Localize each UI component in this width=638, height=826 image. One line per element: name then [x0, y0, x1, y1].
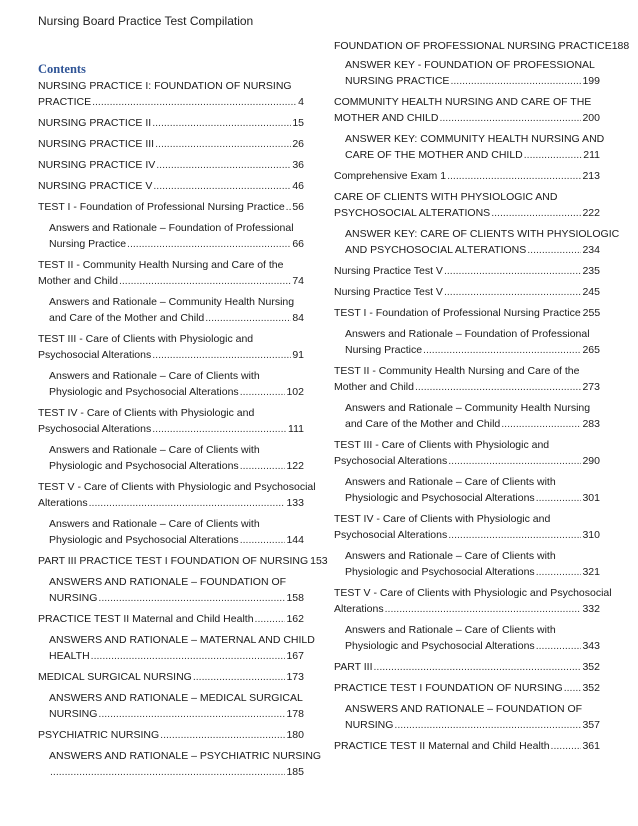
- dot-leader: [127, 236, 291, 252]
- toc-entry[interactable]: [38, 199, 304, 215]
- toc-entry-line: [345, 326, 600, 342]
- dot-leader: [444, 263, 582, 279]
- dot-leader: [448, 527, 581, 543]
- toc-entry-line: [38, 479, 316, 495]
- toc-entry-text: Alterations: [334, 603, 384, 615]
- toc-entry-text: Answers and Rationale – Community Health Nursing: [345, 402, 591, 414]
- dot-leader: [536, 638, 582, 654]
- toc-entry[interactable]: [334, 94, 600, 126]
- toc-entry[interactable]: [38, 574, 304, 606]
- toc-entry[interactable]: [334, 701, 600, 733]
- dot-leader: [423, 342, 581, 358]
- toc-entry-line: [345, 701, 600, 717]
- toc-entry[interactable]: [334, 189, 600, 221]
- toc-entry-line: [38, 669, 304, 685]
- toc-entry-text: PART III: [334, 661, 373, 673]
- toc-entry[interactable]: [38, 553, 328, 569]
- dot-leader: [524, 147, 583, 163]
- dot-leader: [527, 242, 581, 258]
- dot-leader: [91, 648, 286, 664]
- toc-page-number: 15: [292, 117, 304, 129]
- toc-entry-text: Answers and Rationale – Care of Clients with: [345, 476, 556, 488]
- toc-page-number: 162: [286, 613, 304, 625]
- toc-entry-text: ANSWERS AND RATIONALE – MEDICAL SURGICAL: [49, 692, 303, 704]
- toc-entry-line: [49, 516, 304, 532]
- toc-list-right: [334, 38, 630, 754]
- dot-leader: [193, 669, 286, 685]
- toc-page-number: 133: [286, 497, 304, 509]
- toc-entry-text: Nursing Practice: [49, 238, 127, 250]
- toc-entry-line: [334, 585, 612, 601]
- toc-entry[interactable]: [38, 136, 304, 152]
- toc-entry-line: [38, 347, 304, 363]
- dot-leader: [447, 168, 581, 184]
- dot-leader: [160, 727, 285, 743]
- dot-leader: [286, 199, 292, 215]
- toc-entry[interactable]: [38, 611, 304, 627]
- toc-entry-line: [38, 331, 304, 347]
- dot-leader: [394, 717, 581, 733]
- toc-entry-text: Answers and Rationale – Care of Clients with: [49, 518, 260, 530]
- toc-page-number: 255: [582, 307, 601, 319]
- toc-entry-text: PRACTICE TEST I FOUNDATION OF NURSING: [334, 682, 563, 694]
- toc-entry-text: MOTHER AND CHILD: [334, 112, 439, 124]
- toc-entry-text: Psychosocial Alterations: [334, 529, 448, 541]
- toc-entry-line: [38, 553, 328, 569]
- toc-entry[interactable]: [38, 257, 304, 289]
- toc-entry-text: COMMUNITY HEALTH NURSING AND CARE OF THE: [334, 96, 592, 108]
- toc-entry-line: [49, 532, 304, 548]
- toc-page-number: 352: [582, 682, 600, 694]
- toc-page-number: 357: [582, 719, 600, 731]
- toc-entry-text: Answers and Rationale – Care of Clients with: [49, 370, 260, 382]
- toc-page-number: 265: [582, 344, 600, 356]
- toc-page-number: 91: [292, 349, 304, 361]
- toc-entry-text: Answers and Rationale – Foundation of Professional: [49, 222, 294, 234]
- toc-entry-line: [49, 632, 315, 648]
- toc-entry[interactable]: [334, 38, 630, 54]
- toc-page-number: 144: [286, 534, 304, 546]
- toc-page-number: 283: [582, 418, 600, 430]
- dot-leader: [240, 458, 286, 474]
- toc-entry-text: TEST IV - Care of Clients with Physiologic and: [334, 513, 551, 525]
- dot-leader: [501, 416, 581, 432]
- toc-entry-line: [49, 236, 304, 252]
- toc-entry-text: and Care of the Mother and Child: [345, 418, 501, 430]
- toc-entry-line: [334, 189, 600, 205]
- toc-entry-line: [345, 622, 600, 638]
- toc-entry-line: [334, 680, 600, 696]
- toc-page-number: 178: [286, 708, 304, 720]
- toc-entry-text: NURSING: [345, 719, 394, 731]
- toc-entry-text: TEST V - Care of Clients with Physiologic and Psychosocial: [38, 481, 316, 493]
- toc-entry-line: [345, 474, 600, 490]
- toc-entry[interactable]: [38, 479, 316, 511]
- toc-entry[interactable]: [334, 738, 600, 754]
- toc-title: Contents: [38, 62, 86, 76]
- toc-page-number: 56: [292, 201, 304, 213]
- toc-entry-line: [334, 659, 600, 675]
- dot-leader: [240, 384, 286, 400]
- toc-page-number: 200: [582, 112, 600, 124]
- toc-page-number: 167: [286, 650, 304, 662]
- toc-page-number: 234: [582, 244, 600, 256]
- toc-entry-line: [345, 147, 600, 163]
- dot-leader: [205, 310, 291, 326]
- toc-entry-line: [345, 400, 600, 416]
- toc-entry-line: [49, 574, 304, 590]
- toc-page-number: 111: [288, 423, 304, 435]
- toc-entry-line: [334, 38, 630, 54]
- toc-entry-line: [38, 178, 304, 194]
- toc-page-number: 66: [292, 238, 304, 250]
- toc-right-column: [334, 38, 630, 759]
- toc-entry-text: Answers and Rationale – Care of Clients with: [345, 550, 556, 562]
- toc-entry-text: PSYCHIATRIC NURSING: [38, 729, 160, 741]
- toc-page-number: 222: [582, 207, 600, 219]
- toc-entry-line: [334, 437, 600, 453]
- toc-entry-text: HEALTH: [49, 650, 90, 662]
- toc-entry-text: Mother and Child: [38, 275, 118, 287]
- toc-entry-text: NURSING PRACTICE I: FOUNDATION OF NURSING: [38, 80, 292, 92]
- toc-page-number: 343: [582, 640, 600, 652]
- toc-page-number: 46: [292, 180, 304, 192]
- toc-entry-text: Physiologic and Psychosocial Alterations: [49, 386, 239, 398]
- toc-entry-text: MEDICAL SURGICAL NURSING: [38, 671, 192, 683]
- toc-entry[interactable]: [38, 157, 304, 173]
- toc-entry-line: [345, 57, 600, 73]
- toc-entry[interactable]: [38, 690, 304, 722]
- toc-entry-line: [345, 490, 600, 506]
- toc-entry-line: [49, 648, 304, 664]
- toc-entry-line: [334, 263, 600, 279]
- toc-entry[interactable]: [334, 284, 600, 300]
- toc-entry-text: ANSWERS AND RATIONALE – PSYCHIATRIC NURSING: [49, 750, 322, 762]
- toc-entry[interactable]: [334, 363, 600, 395]
- toc-entry-text: Answers and Rationale – Care of Clients with: [49, 444, 260, 456]
- toc-entry[interactable]: [38, 442, 304, 474]
- toc-entry-line: [49, 690, 304, 706]
- toc-entry-line: [334, 305, 600, 321]
- toc-page-number: 273: [582, 381, 600, 393]
- toc-entry-text: PSYCHOSOCIAL ALTERATIONS: [334, 207, 491, 219]
- toc-entry[interactable]: [334, 400, 600, 432]
- dot-leader: [564, 680, 582, 696]
- toc-entry-line: [345, 73, 600, 89]
- toc-entry[interactable]: [334, 437, 600, 469]
- toc-entry-text: TEST III - Care of Clients with Physiologic and: [334, 439, 550, 451]
- dot-leader: [536, 564, 582, 580]
- toc-entry-text: PART III PRACTICE TEST I FOUNDATION OF NURSING: [38, 555, 309, 567]
- toc-entry-line: [334, 601, 600, 617]
- toc-page-number: 158: [286, 592, 304, 604]
- toc-entry-line: [49, 294, 304, 310]
- dot-leader: [98, 706, 285, 722]
- toc-entry[interactable]: [38, 516, 304, 548]
- dot-leader: [415, 379, 582, 395]
- toc-entry-line: [49, 706, 304, 722]
- toc-entry-line: [49, 764, 304, 780]
- toc-page-number: 180: [286, 729, 304, 741]
- toc-entry-text: Nursing Practice Test V: [334, 286, 443, 298]
- toc-entry-text: PRACTICE TEST II Maternal and Child Health: [334, 740, 550, 752]
- toc-entry-text: Alterations: [38, 497, 88, 509]
- toc-entry-text: TEST II - Community Health Nursing and Care of the: [334, 365, 580, 377]
- toc-entry[interactable]: [334, 659, 600, 675]
- toc-entry-line: [38, 495, 304, 511]
- toc-entry-line: [49, 384, 304, 400]
- toc-entry-line: [38, 611, 304, 627]
- toc-entry[interactable]: [334, 548, 600, 580]
- toc-entry[interactable]: [38, 748, 322, 780]
- toc-entry[interactable]: [334, 680, 600, 696]
- toc-entry-line: [334, 511, 600, 527]
- dot-leader: [240, 532, 286, 548]
- toc-entry-line: [49, 748, 322, 764]
- dot-leader: [153, 178, 291, 194]
- toc-entry-line: [334, 379, 600, 395]
- toc-entry-line: [334, 110, 600, 126]
- toc-entry-text: NURSING PRACTICE V: [38, 180, 153, 192]
- toc-entry-text: and Care of the Mother and Child: [49, 312, 205, 324]
- toc-entry-text: NURSING PRACTICE IV: [38, 159, 156, 171]
- toc-entry-text: TEST I - Foundation of Professional Nursing Practice: [38, 201, 285, 213]
- toc-entry[interactable]: [334, 263, 600, 279]
- toc-entry-text: Psychosocial Alterations: [334, 455, 448, 467]
- toc-entry-text: NURSING PRACTICE II: [38, 117, 152, 129]
- toc-page-number: 245: [582, 286, 600, 298]
- toc-entry-line: [334, 94, 600, 110]
- toc-page-number: 235: [582, 265, 600, 277]
- toc-entry-text: TEST I - Foundation of Professional Nursing Practice: [334, 307, 581, 319]
- toc-entry-text: AND PSYCHOSOCIAL ALTERATIONS: [345, 244, 527, 256]
- toc-entry-line: [49, 458, 304, 474]
- toc-entry-text: Psychosocial Alterations: [38, 349, 152, 361]
- toc-left-column: [38, 62, 328, 785]
- toc-entry-text: NURSING PRACTICE III: [38, 138, 155, 150]
- dot-leader: [385, 601, 582, 617]
- toc-entry-text: Physiologic and Psychosocial Alterations: [345, 640, 535, 652]
- toc-page-number: 84: [292, 312, 304, 324]
- dot-leader: [89, 495, 286, 511]
- toc-entry[interactable]: [38, 405, 304, 437]
- toc-entry-text: FOUNDATION OF PROFESSIONAL NURSING PRACTICE: [334, 40, 612, 52]
- toc-entry-line: [38, 157, 304, 173]
- toc-page-number: 102: [286, 386, 304, 398]
- toc-entry[interactable]: [38, 220, 304, 252]
- toc-page-number: 122: [286, 460, 304, 472]
- dot-leader: [551, 738, 582, 754]
- toc-entry-text: Physiologic and Psychosocial Alterations: [345, 492, 535, 504]
- dot-leader: [491, 205, 581, 221]
- toc-page-number: 188: [611, 40, 630, 52]
- dot-leader: [98, 590, 285, 606]
- toc-entry-text: Nursing Practice: [345, 344, 423, 356]
- toc-entry-line: [334, 363, 600, 379]
- toc-entry-text: TEST III - Care of Clients with Physiologic and: [38, 333, 254, 345]
- toc-entry-line: [345, 342, 600, 358]
- toc-entry-line: [49, 590, 304, 606]
- toc-entry[interactable]: [334, 226, 620, 258]
- toc-entry[interactable]: [334, 622, 600, 654]
- dot-leader: [119, 273, 291, 289]
- toc-page-number: 332: [582, 603, 600, 615]
- toc-entry-text: Physiologic and Psychosocial Alterations: [49, 460, 239, 472]
- dot-leader: [155, 136, 291, 152]
- toc-entry[interactable]: [38, 178, 304, 194]
- toc-entry-text: Answers and Rationale – Care of Clients with: [345, 624, 556, 636]
- toc-entry-text: ANSWER KEY - FOUNDATION OF PROFESSIONAL: [345, 59, 595, 71]
- toc-entry-line: [38, 421, 304, 437]
- toc-entry-text: NURSING: [49, 708, 98, 720]
- toc-entry[interactable]: [334, 585, 612, 617]
- toc-page-number: 4: [298, 96, 304, 108]
- toc-page-number: 361: [582, 740, 600, 752]
- dot-leader: [439, 110, 581, 126]
- toc-entry[interactable]: [334, 131, 605, 163]
- toc-entry-line: [345, 226, 620, 242]
- toc-entry-text: Physiologic and Psychosocial Alterations: [49, 534, 239, 546]
- toc-entry-text: Nursing Practice Test V: [334, 265, 443, 277]
- dot-leader: [450, 73, 581, 89]
- toc-entry-text: Answers and Rationale – Foundation of Professional: [345, 328, 590, 340]
- toc-entry-text: NURSING PRACTICE: [345, 75, 450, 87]
- toc-entry-line: [49, 220, 304, 236]
- toc-entry-line: [38, 199, 304, 215]
- toc-entry-line: [38, 94, 304, 110]
- dot-leader: [374, 659, 582, 675]
- toc-entry-text: Psychosocial Alterations: [38, 423, 152, 435]
- dot-leader: [255, 611, 286, 627]
- toc-page-number: 213: [582, 170, 600, 182]
- toc-entry[interactable]: [38, 727, 304, 743]
- toc-entry-line: [38, 257, 304, 273]
- toc-page-number: 321: [582, 566, 600, 578]
- toc-page-number: 153: [310, 555, 328, 567]
- toc-list-left: [38, 78, 328, 780]
- toc-entry-text: ANSWERS AND RATIONALE – MATERNAL AND CHILD: [49, 634, 315, 646]
- toc-entry-text: CARE OF CLIENTS WITH PHYSIOLOGIC AND: [334, 191, 558, 203]
- toc-entry[interactable]: [38, 294, 304, 326]
- toc-entry[interactable]: [334, 474, 600, 506]
- toc-entry-line: [49, 442, 304, 458]
- toc-entry-line: [345, 242, 600, 258]
- dot-leader: [50, 764, 285, 780]
- toc-entry[interactable]: [334, 57, 600, 89]
- dot-leader: [92, 94, 297, 110]
- toc-entry-line: [345, 717, 600, 733]
- dot-leader: [152, 347, 291, 363]
- toc-entry[interactable]: [38, 368, 304, 400]
- toc-entry[interactable]: [334, 305, 600, 321]
- toc-entry-line: [334, 168, 600, 184]
- toc-entry-line: [38, 115, 304, 131]
- toc-entry-line: [334, 205, 600, 221]
- toc-page-number: 352: [582, 661, 600, 673]
- toc-entry-line: [38, 273, 304, 289]
- toc-entry-text: TEST II - Community Health Nursing and Care of the: [38, 259, 284, 271]
- toc-entry-text: ANSWER KEY: CARE OF CLIENTS WITH PHYSIOLOGIC: [345, 228, 620, 240]
- toc-entry[interactable]: [334, 168, 600, 184]
- toc-entry[interactable]: [38, 669, 304, 685]
- dot-leader: [536, 490, 582, 506]
- toc-entry[interactable]: [38, 78, 304, 110]
- toc-entry-text: Comprehensive Exam 1: [334, 170, 447, 182]
- toc-entry-text: ANSWER KEY: COMMUNITY HEALTH NURSING AND: [345, 133, 605, 145]
- toc-entry-text: PRACTICE TEST II Maternal and Child Health: [38, 613, 254, 625]
- toc-entry-line: [334, 284, 600, 300]
- toc-entry-line: [334, 527, 600, 543]
- toc-entry[interactable]: [38, 115, 304, 131]
- toc-page-number: 199: [582, 75, 600, 87]
- toc-entry-line: [345, 638, 600, 654]
- toc-entry-line: [49, 368, 304, 384]
- toc-entry[interactable]: [38, 632, 315, 664]
- toc-entry-line: [38, 727, 304, 743]
- toc-entry-text: TEST IV - Care of Clients with Physiologic and: [38, 407, 255, 419]
- toc-page-number: 173: [286, 671, 304, 683]
- toc-entry-line: [38, 405, 304, 421]
- toc-entry-text: TEST V - Care of Clients with Physiologic and Psychosocial: [334, 587, 612, 599]
- toc-entry[interactable]: [334, 511, 600, 543]
- page-header: Nursing Board Practice Test Compilation: [38, 14, 254, 28]
- toc-entry[interactable]: [334, 326, 600, 358]
- toc-entry-text: Mother and Child: [334, 381, 414, 393]
- toc-entry-text: Answers and Rationale – Community Health Nursing: [49, 296, 295, 308]
- dot-leader: [152, 115, 291, 131]
- toc-entry-text: CARE OF THE MOTHER AND CHILD: [345, 149, 523, 161]
- toc-page-number: 26: [292, 138, 304, 150]
- dot-leader: [152, 421, 287, 437]
- toc-entry-line: [345, 131, 605, 147]
- toc-entry-line: [345, 564, 600, 580]
- toc-entry-line: [334, 453, 600, 469]
- toc-page-number: 185: [286, 766, 304, 778]
- toc-entry-text: PRACTICE: [38, 96, 92, 108]
- toc-entry-line: [38, 78, 304, 94]
- toc-entry-line: [49, 310, 304, 326]
- toc-page-number: 290: [582, 455, 600, 467]
- toc-page-number: 301: [582, 492, 600, 504]
- toc-entry-line: [345, 416, 600, 432]
- toc-entry-line: [38, 136, 304, 152]
- toc-page-number: 310: [582, 529, 600, 541]
- dot-leader: [448, 453, 581, 469]
- toc-entry-line: [334, 738, 600, 754]
- toc-page-number: 211: [583, 149, 600, 161]
- toc-entry-text: ANSWERS AND RATIONALE – FOUNDATION OF: [345, 703, 583, 715]
- toc-entry[interactable]: [38, 331, 304, 363]
- dot-leader: [444, 284, 582, 300]
- toc-entry-text: ANSWERS AND RATIONALE – FOUNDATION OF: [49, 576, 287, 588]
- toc-page-number: 36: [292, 159, 304, 171]
- toc-entry-text: NURSING: [49, 592, 98, 604]
- toc-entry-line: [345, 548, 600, 564]
- toc-page-number: 74: [292, 275, 304, 287]
- toc-entry-text: Physiologic and Psychosocial Alterations: [345, 566, 535, 578]
- dot-leader: [156, 157, 291, 173]
